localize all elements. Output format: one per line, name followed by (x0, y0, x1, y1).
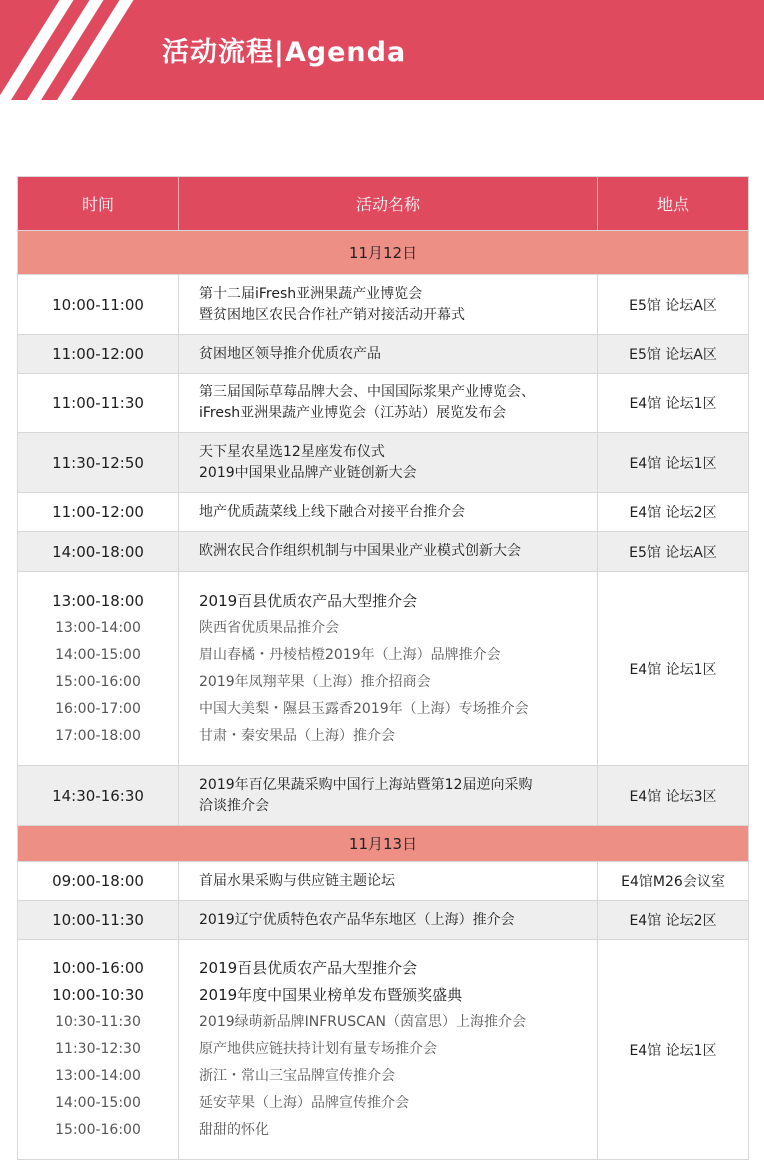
activity-line: 浙江・常山三宝品牌宣传推介会 (199, 1068, 395, 1084)
time-cell: 11:00-11:30 (52, 394, 144, 412)
time-line: 17:00-18:00 (55, 727, 141, 744)
header-time: 时间 (81, 195, 114, 214)
activity-line: 眉山春橘・丹棱桔橙2019年（上海）品牌推介会 (199, 646, 501, 663)
activity-line: 2019绿萌新品牌INFRUSCAN（茵富思）上海推介会 (199, 1014, 526, 1030)
time-cell: 14:30-16:30 (52, 786, 144, 805)
location-cell: E5馆 论坛A区 (629, 544, 717, 561)
activity-line: 2019百县优质农产品大型推介会 (199, 959, 418, 977)
activity-line: 2019年度中国果业榜单发布暨颁奖盛典 (199, 986, 463, 1004)
location-cell: E4馆M26会议室 (621, 874, 725, 890)
activity-line: 洽谈推介会 (199, 797, 269, 814)
activity-cell (178, 374, 598, 432)
activity-cell: 2019辽宁优质特色农产品华东地区（上海）推介会 (178, 901, 598, 939)
table-row (18, 862, 748, 901)
location-cell: E4馆 论坛1区 (629, 1042, 717, 1059)
table-row (18, 493, 748, 532)
time-line: 10:00-10:30 (52, 986, 144, 1004)
activity-cell (178, 275, 598, 334)
activity-cell (178, 766, 598, 825)
page-title: 活动流程|Agenda (162, 37, 407, 68)
time-cell: 14:00-18:00 (52, 542, 144, 561)
table-row (18, 335, 748, 374)
activity-line: 天下星农星选12星座发布仪式 (199, 443, 385, 460)
location-cell: E5馆 论坛A区 (629, 347, 717, 363)
activity-line: 2019年百亿果蔬采购中国行上海站暨第12届逆向采购 (199, 776, 533, 793)
time-cell: 11:00-12:00 (52, 503, 144, 521)
time-cell: 09:00-18:00 (52, 872, 144, 890)
time-line: 13:00-18:00 (52, 591, 144, 610)
activity-line: 延安苹果（上海）品牌宣传推介会 (199, 1095, 409, 1111)
time-line: 14:00-15:00 (55, 1095, 141, 1111)
date-label: 11月12日 (348, 244, 418, 262)
location-cell: E5馆 论坛A区 (629, 297, 717, 314)
table-row (18, 433, 748, 493)
table-row (18, 940, 748, 1160)
activity-cell: 首届水果采购与供应链主题论坛 (178, 862, 598, 900)
time-line: 15:00-16:00 (55, 1122, 141, 1138)
table-header (18, 177, 748, 231)
time-cell: 11:30-12:50 (52, 453, 144, 472)
time-line: 16:00-17:00 (55, 700, 141, 717)
location-cell: E4馆 论坛2区 (629, 913, 717, 929)
activity-cell (178, 940, 598, 1159)
table-row (18, 901, 748, 940)
activity-line: 2019百县优质农产品大型推介会 (199, 591, 418, 610)
time-line: 13:00-14:00 (55, 1068, 141, 1084)
time-line: 11:30-12:30 (55, 1041, 141, 1057)
activity-cell: 地产优质蔬菜线上线下融合对接平台推介会 (178, 493, 598, 531)
time-cell: 10:00-11:30 (52, 911, 144, 929)
activity-line: 中国大美梨・隰县玉露香2019年（上海）专场推介会 (199, 700, 529, 717)
location-cell: E4馆 论坛3区 (629, 788, 717, 805)
time-cell (18, 940, 178, 1159)
activity-line: 甜甜的怀化 (199, 1122, 269, 1138)
date-row (18, 826, 748, 862)
date-label: 11月13日 (348, 835, 418, 853)
activity-line: 暨贫困地区农民合作社产销对接活动开幕式 (199, 306, 465, 323)
time-cell: 11:00-12:00 (52, 345, 144, 363)
table-row (18, 572, 748, 766)
header-banner (0, 0, 764, 100)
time-line: 14:00-15:00 (55, 646, 141, 663)
location-cell: E4馆 论坛1区 (629, 661, 717, 678)
header-location: 地点 (656, 195, 689, 214)
activity-line: 陕西省优质果品推介会 (199, 619, 339, 636)
table-row (18, 532, 748, 572)
table-row (18, 374, 748, 433)
activity-line: iFresh亚洲果蔬产业博览会（江苏站）展览发布会 (199, 405, 507, 421)
agenda-table (17, 176, 749, 1160)
table-row (18, 275, 748, 335)
location-cell: E4馆 论坛1区 (629, 396, 717, 412)
activity-cell (178, 433, 598, 492)
table-row (18, 766, 748, 826)
location-cell: E4馆 论坛1区 (629, 455, 717, 472)
activity-line: 第三届国际草莓品牌大会、中国国际浆果产业博览会、 (199, 384, 535, 400)
time-line: 10:30-11:30 (55, 1014, 141, 1030)
activity-line: 2019年凤翔苹果（上海）推介招商会 (199, 673, 431, 690)
activity-line: 原产地供应链扶持计划有量专场推介会 (199, 1041, 437, 1057)
date-row (18, 231, 748, 275)
time-cell (18, 572, 178, 765)
location-cell: E4馆 论坛2区 (629, 505, 717, 521)
activity-cell: 欧洲农民合作组织机制与中国果业产业模式创新大会 (178, 532, 598, 571)
header-activity: 活动名称 (178, 177, 598, 230)
activity-line: 2019中国果业品牌产业链创新大会 (199, 464, 417, 481)
time-line: 13:00-14:00 (55, 619, 141, 636)
activity-cell (178, 572, 598, 765)
activity-line: 甘肃・秦安果品（上海）推介会 (199, 727, 395, 744)
time-line: 10:00-16:00 (52, 959, 144, 977)
time-line: 15:00-16:00 (55, 673, 141, 690)
activity-cell: 贫困地区领导推介优质农产品 (178, 335, 598, 373)
activity-line: 第十二届iFresh亚洲果蔬产业博览会 (199, 285, 423, 302)
time-cell: 10:00-11:00 (52, 295, 144, 314)
